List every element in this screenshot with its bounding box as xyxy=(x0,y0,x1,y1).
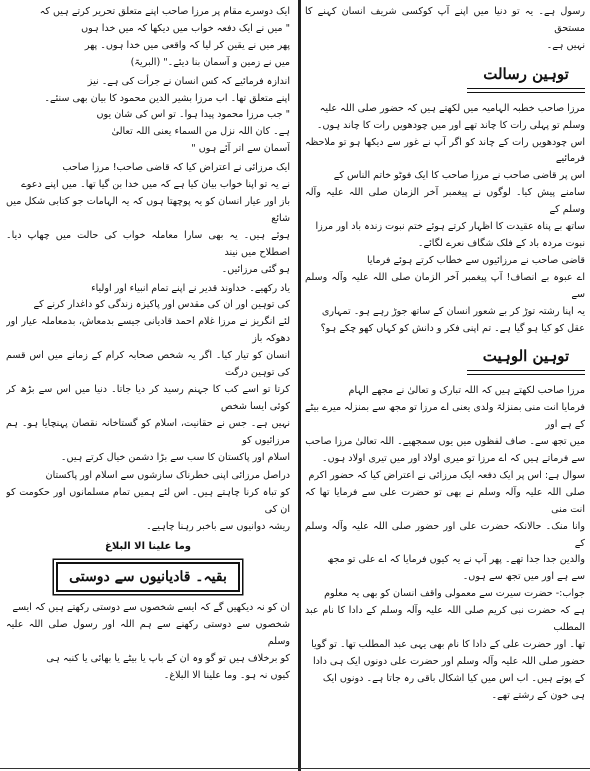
text-line: ایک دوسرے مقام پر مرزا صاحب اپنے متعلق تحریر کرتے ہیں کہ xyxy=(39,6,290,17)
text-line: والدین جدا جدا تھے۔ پھر آپ نے یہ کیوں فرمایا کہ اے علی تو مجھ xyxy=(327,554,585,566)
text-line: باز اور عیار انسان کو یہ پوچھتا ہوں کہ یہ الہامات جو کتابی شکل میں شائع xyxy=(6,195,290,224)
quote-line: میں نے زمین و آسمان بنا دیئے۔" (البریۃ) xyxy=(130,56,290,68)
text-line: عقل کو کیا ہو گیا ہے۔ تم اپنی فکر و دانش کو کہاں کھو چکے ہو؟ xyxy=(320,322,585,334)
section-body-risalat xyxy=(305,101,585,338)
text-line: صلی اللہ علیہ وآلہ وسلم نے بھی تو حضرت علی سے فرمایا تھا کہ انت منی xyxy=(305,486,585,515)
text-line: شخصوں سے دوستی رکھنے سے ہم اللہ اور رسول صلی اللہ علیہ وسلم xyxy=(6,619,290,647)
text-line: یہ اپنا رشتہ توڑ کر بے شعور انسان کے ساتھ جوڑ رہے ہو۔ تمہاری xyxy=(321,305,585,317)
text-line: ہے کہ حضرت نبی کریم صلی اللہ علیہ وآلہ وسلم کے دادا کا نام عبد المطلب xyxy=(305,605,585,634)
paragraph-mahmood xyxy=(6,74,290,159)
continued-article-title: بقیہ۔ قادیانیوں سے دوستی xyxy=(56,562,240,592)
text-line: نہیں ہے۔ جس نے حقانیت، اسلام کو گستاخانہ نقصان پہنچایا ہو۔ ہم مرزائیوں کو xyxy=(6,417,290,446)
closing-doa: وما علینا الا البلاغ xyxy=(104,541,191,553)
text-line: کرتا تو اسے کب کا جہنم رسید کر دیا جاتا۔ دنیا میں اس سے بڑھ کر کوئی ایسا شخص xyxy=(6,383,290,412)
text-line: ہی خون کے رشتے تھے۔ xyxy=(491,689,585,701)
text-line: اسلام اور پاکستان کا سب سے بڑا دشمن خیال کرتے ہیں۔ xyxy=(60,451,290,463)
text-line: قاضی صاحب نے مرزائیوں سے خطاب کرتے ہوئے فرمایا xyxy=(366,254,585,266)
text-line: اندازہ فرمائیے کہ کس انسان نے جرأت کی ہے۔ نیز xyxy=(87,75,290,87)
text-line: میں تجھ سے۔ صاف لفظوں میں یوں سمجھیے۔ اللہ تعالیٰ مرزا صاحب xyxy=(305,436,585,448)
text-line: نہیں ہے۔ xyxy=(546,39,585,51)
text-line: نبوت مردہ باد کے فلک شگاف نعرے لگائے۔ xyxy=(417,237,585,249)
text-line: رسول ہے۔ یہ تو دنیا میں اپنے آپ کوکسی شریف انسان کہنے کا مستحق xyxy=(305,6,585,34)
text-line: کو تباہ کرنا چاہتے ہیں۔ اس لئے ہمیں تمام مسلمانوں اور حکومت کو ان کی xyxy=(6,487,290,516)
column-divider xyxy=(298,0,301,771)
text-line: فرمایا انت منی بمنزلۃ ولدی یعنی اے مرزا تو مجھ سے بمنزلہ میرے بیٹے کے ہے اور xyxy=(305,402,585,431)
left-column xyxy=(6,4,290,764)
text-line: وسلم تو پہلی رات کا چاند تھے اور میں چودھویں رات کا چاند ہوں۔ xyxy=(316,119,585,131)
text-line: ان کو نہ دیکھیں گے کہ ایسے شخصوں سے دوستی رکھتے ہیں کہ ایسے xyxy=(12,602,290,614)
text-line: سامنے پیش کیا۔ لوگوں نے پیغمبر آخر الزمان صلی اللہ علیہ وآلہ وسلم کے xyxy=(305,187,585,216)
intro-paragraph xyxy=(305,4,585,55)
text-line: ریشہ دوانیوں سے باخبر رہنا چاہیے۔ xyxy=(146,521,290,533)
quote-line: " میں نے ایک دفعہ خواب میں دیکھا کہ میں خدا ہوں xyxy=(81,22,290,34)
text-line: سوال ہے: اس پر ایک دفعہ ایک مرزائی نے اعتراض کیا کہ حضور اکرم xyxy=(308,469,585,481)
text-line: کو برخلاف ہیں تو گو وہ ان کے باپ یا بیٹے یا بھائی یا کنبہ ہی xyxy=(46,652,290,664)
right-column xyxy=(305,4,585,764)
page-bottom-rule xyxy=(0,768,590,769)
section-body-uluhiyat xyxy=(305,383,585,704)
text-line: ایک مرزائی نے اعتراض کیا کہ قاضی صاحب! مرزا صاحب xyxy=(62,162,290,174)
text-line: مرزا صاحب لکھتے ہیں کہ اللہ تبارک و تعالیٰ نے مجھے الہام xyxy=(348,385,585,397)
text-line: اس چودھویں رات کے چاند کو اگر آپ نے غور سے دیکھا ہو تو ملاحظہ فرمائیے xyxy=(305,136,585,165)
text-line: حضور صلی اللہ علیہ وآلہ وسلم اور حضرت علی دونوں ایک ہی دادا xyxy=(312,655,585,667)
text-line: دراصل مرزائی اپنی خطرناک سازشوں سے اسلام اور پاکستان xyxy=(45,470,290,482)
text-line: نے یہ تو اپنا خواب بیان کیا ہے کہ میں خدا بن گیا تھا۔ میں اپنے دعوے xyxy=(21,179,290,191)
paragraph-conclusion xyxy=(6,468,290,536)
quote-line: " جب مرزا محمود پیدا ہوا۔ تو اس کی شان یوں xyxy=(96,109,290,121)
text-line: اس پر قاضی صاحب نے مرزا صاحب کا ایک فوٹو خاتم الناس کے xyxy=(333,170,585,182)
section-heading-risalat: توہین رسالت xyxy=(467,63,585,93)
text-line: ہو گئی مرزائیں۔ xyxy=(221,263,290,275)
text-line: اے عبوہ بے انصاف! آپ پیغمبر آخر الزمان صلی اللہ علیہ وآلہ وسلم سے xyxy=(305,271,585,300)
paragraph-friendship xyxy=(6,600,290,685)
text-line: ہوئے ہیں۔ یہ بھی سارا معاملہ خواب کی حالت میں چھاپ دیا۔ اصطلاح میں نیند xyxy=(6,229,290,258)
text-line: کے پوتے ہیں۔ اب اس میں کیا اشکال باقی رہ جاتا ہے۔ دونوں ایک xyxy=(322,672,585,684)
quote-line: ہے۔ کان اللہ نزل من السماء یعنی اللہ تعالیٰ xyxy=(111,126,290,138)
text-line: سے ہے اور میں تجھ سے ہوں۔ xyxy=(462,571,585,583)
quote-line: پھر میں نے یقین کر لیا کہ واقعی میں خدا ہوں۔ پھر xyxy=(84,39,290,51)
text-line: مرزا صاحب خطبہ الہامیہ میں لکھتے ہیں کہ حضور صلی اللہ علیہ xyxy=(319,102,585,114)
text-line: یاد رکھیے۔ خداوند قدیر نے اپنے تمام انبیاء اور اولیاء xyxy=(91,282,290,294)
text-line: سے فرماتے ہیں کہ اے مرزا تو میری اولاد اور میں تیری اولاد ہوں۔ xyxy=(322,453,585,465)
text-line: انسان کو تیار کیا۔ اگر یہ شخص صحابہ کرام کے زمانے میں اس قسم کی توہین درگت xyxy=(6,350,290,379)
text-line: اپنے متعلق تھا۔ اب مرزا بشیر الدین محمود کا بیان بھی سنئے۔ xyxy=(44,92,290,104)
text-line: لئے انگریز نے مرزا غلام احمد قادیانی جیسے بدمعاش، بدمعاملہ عیار اور دھوکہ باز xyxy=(6,316,290,345)
paragraph-dream-quote xyxy=(6,4,290,72)
text-line: تھا۔ اور حضرت علی کے دادا کا نام بھی یہی عبد المطلب تھا۔ تو گویا xyxy=(311,639,585,650)
text-line: جواب:- حضرت سیرت سے معمولی واقف انسان کو بھی یہ معلوم xyxy=(324,588,585,600)
text-line: ساتھ بے پناہ عقیدت کا اظہار کرتے ہوئے ختم نبوت زندہ باد اور مرزا xyxy=(315,221,585,233)
quote-line: آسمان سے اتر آئے ہوں " xyxy=(191,143,290,155)
paragraph-remember xyxy=(6,281,290,467)
text-line: کیوں نہ ہو۔ وما علینا الا البلاغ۔ xyxy=(163,669,290,681)
text-line: کی توہین اور ان کی مقدس اور پاکیزہ زندگی کو داغدار کرنے کے xyxy=(33,299,290,311)
section-heading-uluhiyat: توہین الوہیت xyxy=(467,345,585,375)
paragraph-objection xyxy=(6,160,290,278)
text-line: وانا منک۔ حالانکہ حضرت علی اور حضور صلی اللہ علیہ وآلہ وسلم کے xyxy=(305,520,585,549)
